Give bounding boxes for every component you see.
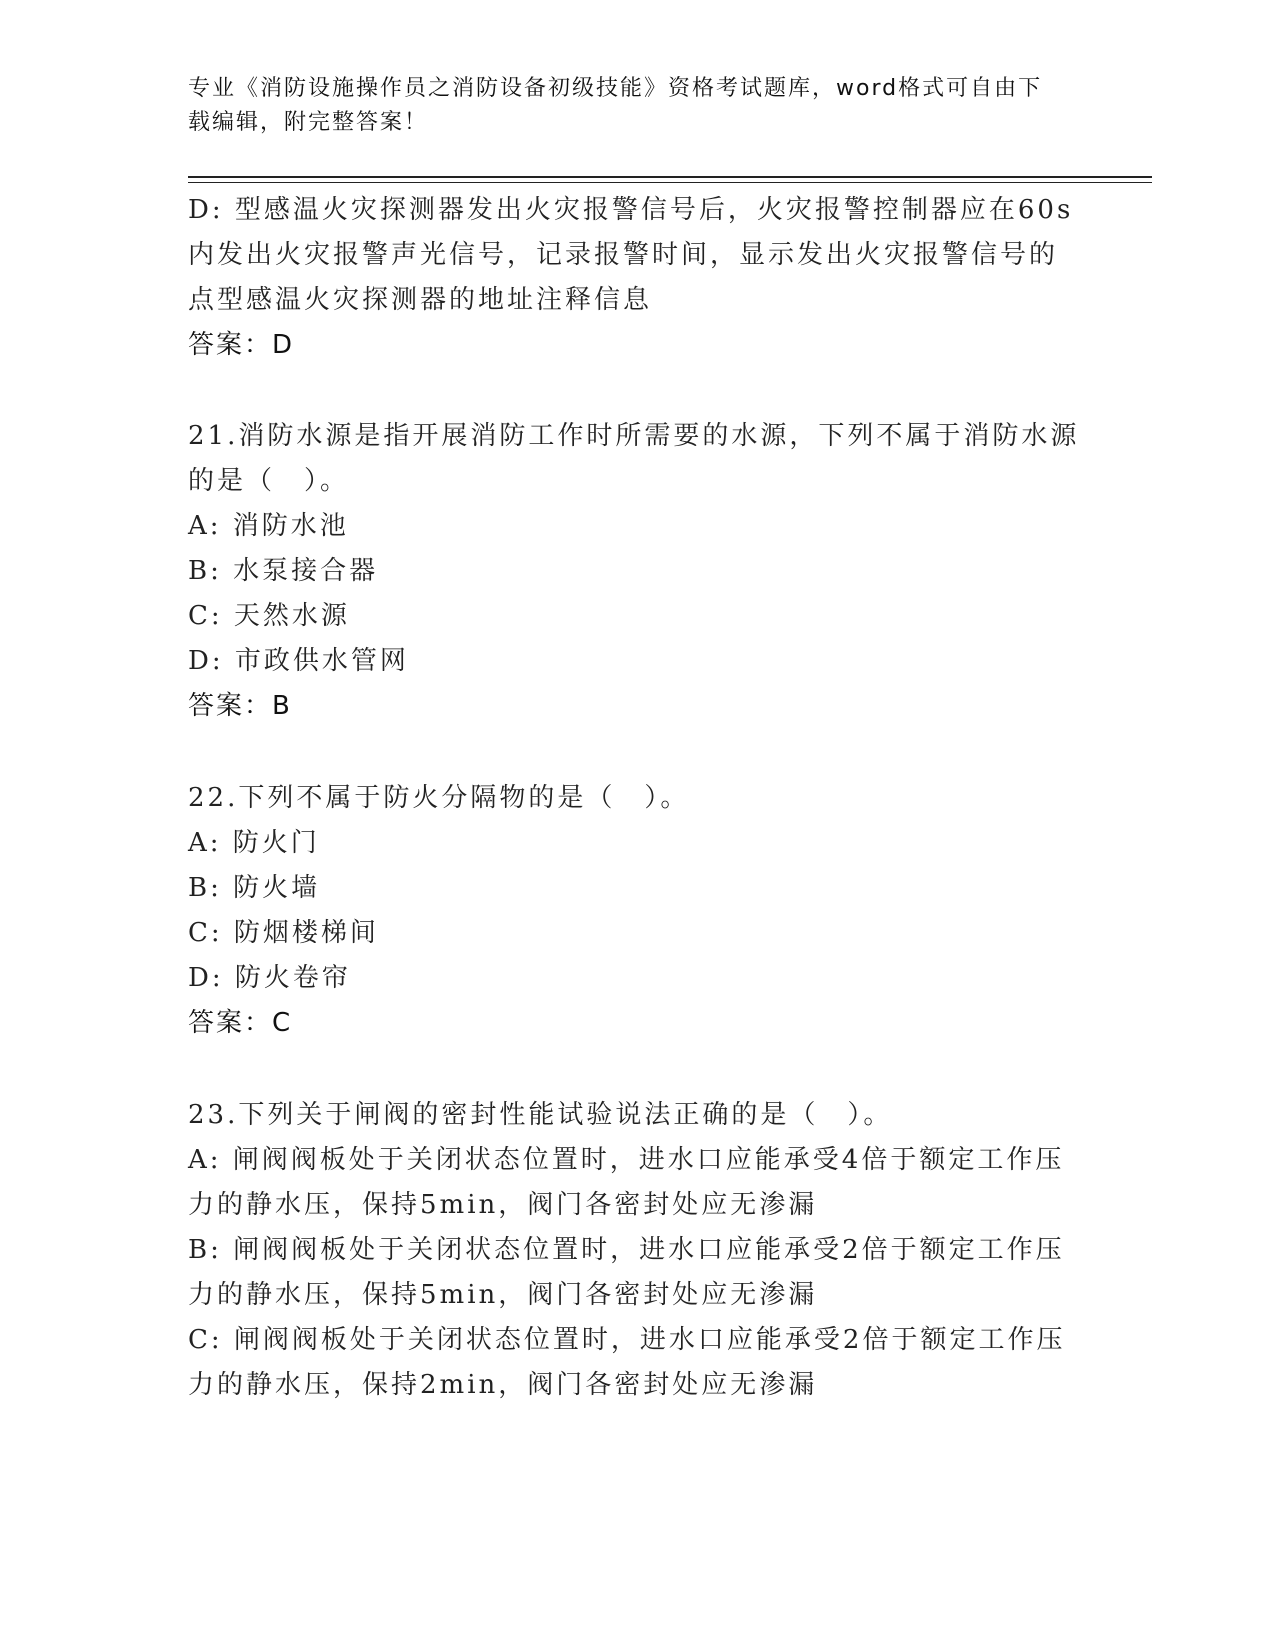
option-b-line-1: B: 闸阀阀板处于关闭状态位置时，进水口应能承受2倍于额定工作压 <box>188 1235 1065 1265</box>
header-rule-thick <box>188 176 1152 178</box>
option-d: D: 市政供水管网 <box>188 646 409 676</box>
question-stem-line-1: 22.下列不属于防火分隔物的是（ ）。 <box>188 783 690 813</box>
option-b-line-2: 力的静水压，保持5min，阀门各密封处应无渗漏 <box>188 1280 818 1310</box>
question-stem-line-2: 的是（ ）。 <box>188 466 350 496</box>
option-d-line-3: 点型感温火灾探测器的地址注释信息 <box>188 285 653 315</box>
document-body <box>188 188 1088 1408</box>
prev-question-block <box>188 188 1088 368</box>
header-rule-thin <box>188 182 1152 183</box>
option-a: A: 消防水池 <box>188 511 349 541</box>
spacer <box>188 1046 1088 1093</box>
header-line-1: 专业《消防设施操作员之消防设备初级技能》资格考试题库，word格式可自由下 <box>188 76 1043 101</box>
option-a-line-1: A: 闸阀阀板处于关闭状态位置时，进水口应能承受4倍于额定工作压 <box>188 1145 1065 1175</box>
option-b: B: 防火墙 <box>188 873 321 903</box>
option-b: B: 水泵接合器 <box>188 556 379 586</box>
answer-text: 答案：C <box>188 1008 293 1038</box>
option-d-line-2: 内发出火灾报警声光信号，记录报警时间，显示发出火灾报警信号的 <box>188 240 1059 270</box>
option-a-line-2: 力的静水压，保持5min，阀门各密封处应无渗漏 <box>188 1190 818 1220</box>
document-header <box>188 72 1088 140</box>
question-22-block <box>188 776 1088 1046</box>
answer-text: 答案：D <box>188 330 295 360</box>
option-d-line-1: D: 型感温火灾探测器发出火灾报警信号后，火灾报警控制器应在60s <box>188 195 1074 225</box>
question-stem-line-1: 23.下列关于闸阀的密封性能试验说法正确的是（ ）。 <box>188 1100 893 1130</box>
option-c-line-1: C: 闸阀阀板处于关闭状态位置时，进水口应能承受2倍于额定工作压 <box>188 1325 1066 1355</box>
option-a: A: 防火门 <box>188 828 320 858</box>
option-c: C: 天然水源 <box>188 601 350 631</box>
option-d: D: 防火卷帘 <box>188 963 351 993</box>
question-stem-line-1: 21.消防水源是指开展消防工作时所需要的水源，下列不属于消防水源 <box>188 421 1080 451</box>
spacer <box>188 729 1088 776</box>
question-23-block <box>188 1093 1088 1408</box>
answer-text: 答案：B <box>188 691 292 721</box>
question-21-block <box>188 414 1088 729</box>
option-c-line-2: 力的静水压，保持2min，阀门各密封处应无渗漏 <box>188 1370 818 1400</box>
spacer <box>188 368 1088 414</box>
header-line-2: 载编辑，附完整答案！ <box>188 110 429 135</box>
option-c: C: 防烟楼梯间 <box>188 918 379 948</box>
